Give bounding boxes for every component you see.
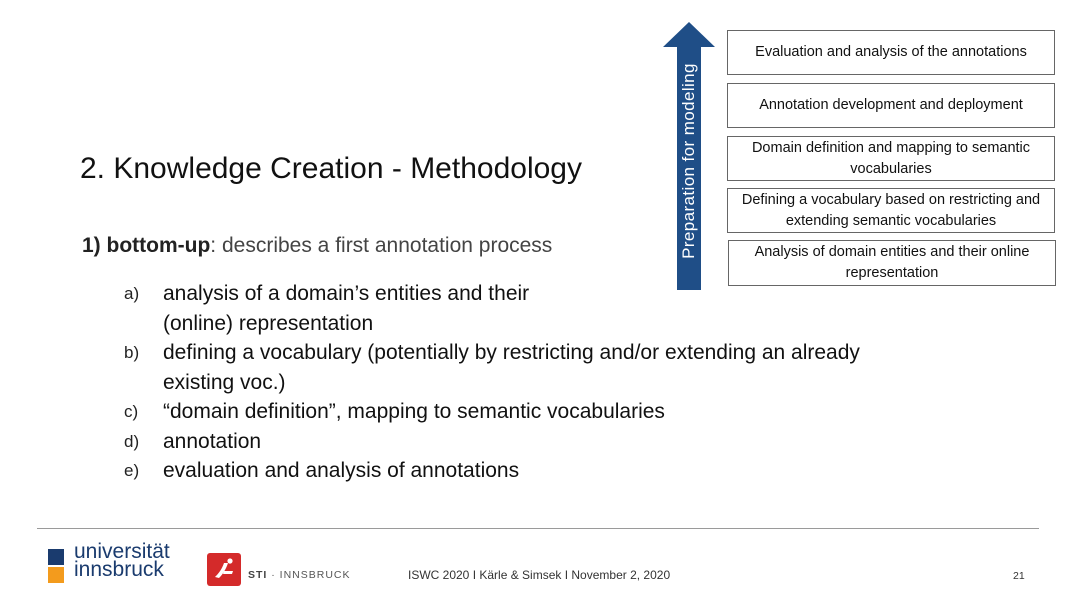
list-item-e [124, 456, 964, 486]
list-marker: b) [124, 343, 140, 362]
stage-box-annotation-development: Annotation development and deployment [727, 83, 1055, 128]
list-item-text [163, 456, 519, 486]
list-item-line: analysis of a domain’s entities and their [163, 282, 530, 305]
logo-square-blue [48, 549, 64, 565]
list-item-c [124, 397, 964, 427]
list-marker: c) [124, 402, 139, 421]
list-item-d [124, 427, 964, 457]
stage-box-evaluation: Evaluation and analysis of the annotations [727, 30, 1055, 75]
slide-title: 2. Knowledge Creation - Methodology [80, 152, 582, 185]
slide-subtitle [82, 234, 552, 258]
logo-square-orange [48, 567, 64, 583]
footer-divider [37, 528, 1039, 529]
list-item-b [124, 338, 964, 397]
list-item-line: existing voc.) [163, 370, 286, 394]
page-number: 21 [1013, 570, 1025, 582]
sti-label: STI [248, 569, 268, 581]
list-marker: e) [124, 461, 140, 480]
university-name-line: innsbruck [74, 558, 164, 581]
list-marker: d) [124, 431, 140, 451]
subtitle-emphasis: 1) bottom-up [82, 234, 211, 257]
list-item-text [163, 279, 529, 338]
methodology-list [124, 279, 964, 486]
arrow-label: Preparation for modeling [679, 63, 698, 259]
list-item-text [163, 427, 261, 457]
list-item-line: evaluation and analysis of annotations [163, 459, 520, 482]
university-name-line: universität [74, 540, 170, 563]
list-item-text [163, 338, 860, 397]
university-name [74, 540, 170, 581]
innsbruck-label: · INNSBRUCK [267, 569, 351, 581]
footer-text: ISWC 2020 I Kärle & Simsek I November 2, 2020 [408, 568, 671, 582]
list-item-line: (online) representation [163, 311, 374, 335]
list-marker: a) [124, 284, 140, 303]
list-item-line: “domain definition”, mapping to semantic vocabularies [163, 400, 665, 423]
sti-innsbruck-text [248, 569, 351, 581]
list-item-line: annotation [163, 429, 262, 453]
list-item-a [124, 279, 964, 338]
stage-box-defining-vocabulary: Defining a vocabulary based on restricting and extending semantic vocabularies [727, 188, 1055, 233]
stage-box-analysis: Analysis of domain entities and their online representation [728, 240, 1056, 286]
list-item-line: defining a vocabulary (potentially by restricting and/or extending an already [163, 341, 860, 364]
subtitle-text: : describes a first annotation process [210, 234, 553, 257]
stage-box-domain-definition: Domain definition and mapping to semantic vocabularies [727, 136, 1055, 181]
list-item-text [163, 397, 665, 427]
sti-logo-icon [207, 553, 241, 586]
